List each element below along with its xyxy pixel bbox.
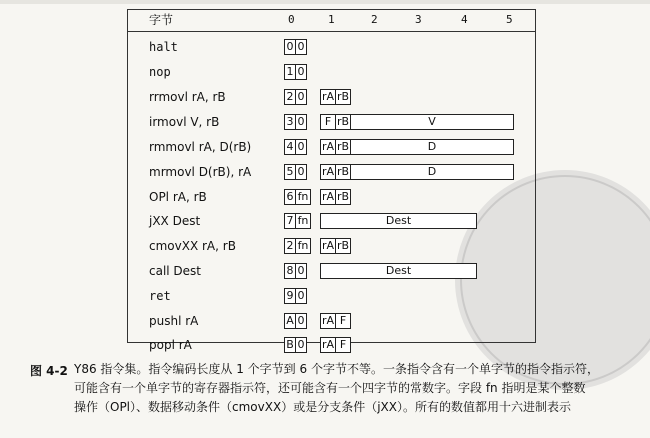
- instruction-label-opl: OPl rA, rB: [149, 190, 207, 204]
- encoding-cell: 0: [295, 64, 307, 80]
- figure-caption-line-3: 操作（OPl）、数据移动条件（cmovXX）或是分支条件（jXX）。所有的数值都用十六进制表示: [74, 400, 571, 414]
- encoding-cell: 5: [284, 164, 296, 180]
- page-top-strip: [0, 0, 650, 4]
- byte-index-5: 5: [506, 13, 513, 26]
- encoding-cell: 6: [284, 189, 296, 205]
- instruction-label-mrmovl: mrmovl D(rB), rA: [149, 165, 252, 179]
- encoding-cell: rA: [321, 165, 335, 178]
- encoding-cell: rB: [336, 239, 350, 252]
- encoding-cell: rA: [321, 140, 335, 153]
- encoding-cell: 0: [295, 114, 307, 130]
- encoding-cell: 0: [284, 39, 296, 55]
- figure-caption-line-2: 可能含有一个单字节的寄存器指示符，还可能含有一个四字节的常数字。字段 fn 指明是某个整数: [74, 381, 586, 395]
- encoding-cell: rB: [336, 140, 350, 153]
- encoding-cell: D: [350, 139, 514, 155]
- instruction-label-irmovl: irmovl V, rB: [149, 115, 220, 129]
- instruction-label-cmovxx: cmovXX rA, rB: [149, 239, 236, 253]
- instruction-label-rrmovl: rrmovl rA, rB: [149, 90, 226, 104]
- encoding-cell: 0: [295, 89, 307, 105]
- encoding-cell: 2: [284, 89, 296, 105]
- instruction-label-halt: halt: [149, 40, 178, 54]
- byte-column-label: 字节: [149, 13, 174, 27]
- encoding-cell: rB: [336, 115, 350, 128]
- encoding-cell: fn: [295, 213, 311, 229]
- encoding-cell: rB: [336, 165, 350, 178]
- header-divider: [128, 31, 535, 32]
- instruction-label-rmmovl: rmmovl rA, D(rB): [149, 140, 252, 154]
- encoding-cell: B: [284, 337, 296, 353]
- encoding-cell: Dest: [320, 263, 477, 279]
- encoding-cell: 8: [284, 263, 296, 279]
- encoding-cell: 0: [295, 313, 307, 329]
- encoding-cell: 2: [284, 238, 296, 254]
- byte-index-2: 2: [371, 13, 378, 26]
- encoding-cell: fn: [295, 238, 311, 254]
- encoding-cell: rA: [321, 239, 335, 252]
- byte-index-0: 0: [288, 13, 295, 26]
- encoding-cell: F: [335, 337, 351, 353]
- figure-caption-line-1: Y86 指令集。指令编码长度从 1 个字节到 6 个字节不等。一条指令含有一个单字节的指令指示符，: [74, 362, 599, 376]
- instruction-label-ret: ret: [149, 289, 171, 303]
- encoding-cell: Dest: [320, 213, 477, 229]
- encoding-cell: rA: [321, 190, 335, 203]
- encoding-cell: rA: [321, 90, 335, 103]
- encoding-cell: fn: [295, 189, 311, 205]
- encoding-cell: A: [284, 313, 296, 329]
- encoding-cell: 3: [284, 114, 296, 130]
- encoding-cell: V: [350, 114, 514, 130]
- instruction-label-jxx: jXX Dest: [149, 214, 201, 228]
- encoding-cell: 0: [295, 164, 307, 180]
- encoding-cell: rB: [336, 190, 350, 203]
- encoding-cell: rA: [321, 314, 335, 327]
- encoding-cell: F: [335, 313, 351, 329]
- encoding-cell: 9: [284, 288, 296, 304]
- instruction-label-pushl: pushl rA: [149, 314, 199, 328]
- encoding-cell: rA: [321, 338, 335, 351]
- encoding-cell: rB: [336, 90, 350, 103]
- encoding-cell: 0: [295, 337, 307, 353]
- instruction-label-call: call Dest: [149, 264, 202, 278]
- encoding-cell: 1: [284, 64, 296, 80]
- byte-index-1: 1: [328, 13, 335, 26]
- encoding-cell: 0: [295, 39, 307, 55]
- instruction-label-popl: popl rA: [149, 338, 192, 352]
- encoding-cell: 7: [284, 213, 296, 229]
- encoding-cell: 0: [295, 139, 307, 155]
- encoding-cell: D: [350, 164, 514, 180]
- encoding-cell: 0: [295, 263, 307, 279]
- figure-number: 图 4-2: [30, 364, 68, 378]
- byte-index-4: 4: [461, 13, 468, 26]
- instruction-label-nop: nop: [149, 65, 171, 79]
- encoding-cell: 4: [284, 139, 296, 155]
- encoding-cell: F: [320, 114, 336, 130]
- encoding-cell: 0: [295, 288, 307, 304]
- byte-index-3: 3: [415, 13, 422, 26]
